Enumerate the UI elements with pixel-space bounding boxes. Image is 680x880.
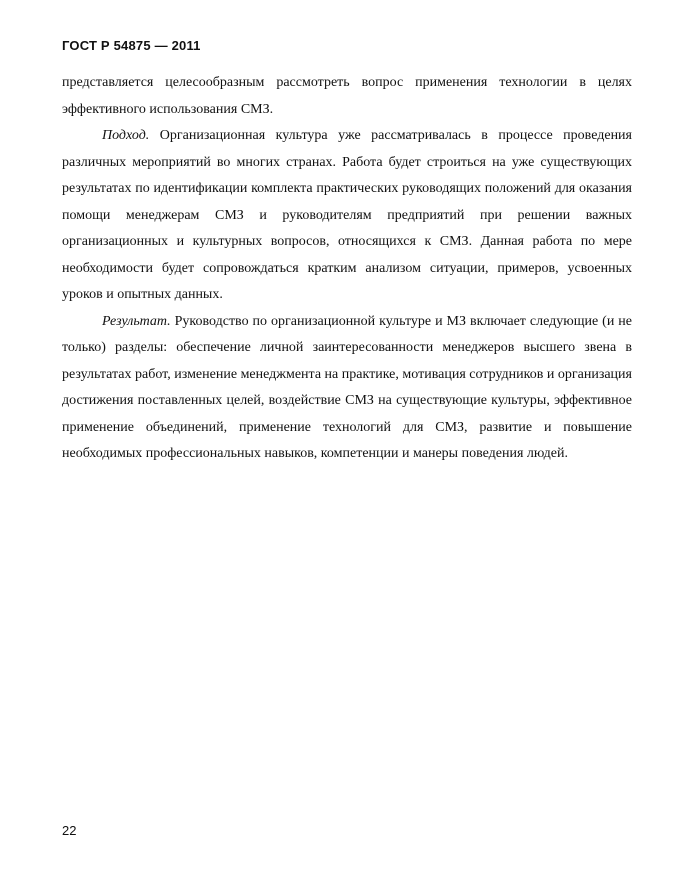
paragraph-text: представляется целесообразным рассмотреть вопрос применения технологии в целях эффективного использования СМЗ. [62,75,632,117]
standard-code: ГОСТ Р 54875 — 2011 [62,38,201,53]
paragraph-approach [62,123,632,309]
document-body [62,70,632,468]
document-header [62,38,201,53]
paragraph-continued [62,70,632,123]
result-text: Руководство по организационной культуре и МЗ включает следующие (и не только) разделы: обеспечение личной заинтересованности менеджеров высшего звена в результатах работ, изменение менеджмента на практике, мотивация сотрудников и организация достижения поставленных целей, воздействие СМЗ на существующие культуры, эффективное применение объединений, применение технологий для СМЗ, развитие и повышение необходимых профессиональных навыков, компетенции и манеры поведения людей. [62,313,632,461]
approach-lead-term: Подход. [102,128,150,143]
paragraph-result [62,309,632,468]
page-number: 22 [62,823,77,838]
result-lead-term: Результат. [102,313,171,329]
approach-text: Организационная культура уже рассматривалась в процессе проведения различных мероприятий во многих странах. Работа будет строиться на уже существующих результатах по идентификации комплекта практических руководящих положений для оказания помощи менеджерам СМЗ и руководителям предприятий при решении важных организационных и культурных вопросов, относящихся к СМЗ. Данная работа по мере необходимости будет сопровождаться кратким анализом ситуации, примеров, усвоенных уроков и опытных данных. [62,128,632,302]
